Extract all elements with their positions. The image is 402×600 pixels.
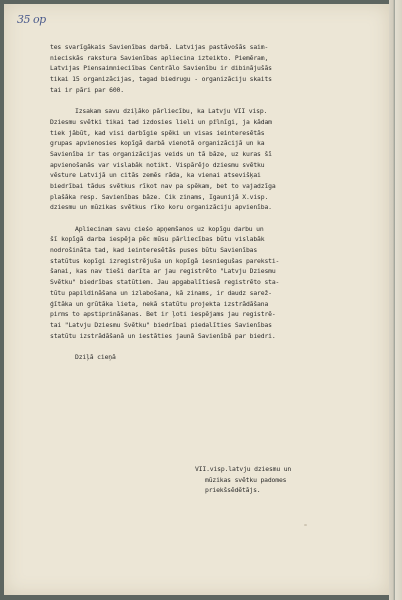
text-line: grupas apvienosies kopīgā darbā vienotā organizācijā un ka [50, 139, 265, 148]
text-line: statūtu izstrādāšanā un iestāties jaunā Savienībā par biedri. [50, 331, 276, 340]
text-line: tiek jābūt, kad visi darbīgie spēki un visas ieinteresētās [50, 128, 265, 137]
text-line: biedrībai tādus svētkus rīkot nav pa spēkam, bet to vajadzīga [50, 181, 276, 190]
paragraph-gap [50, 95, 380, 106]
signature-line: priekšsēdētājs. [205, 486, 261, 495]
text-line: Izsakam savu dziļāko pārliecību, ka Latvju VII visp. [75, 107, 268, 116]
paragraph-gap [50, 341, 380, 352]
text-line: tes svarīgākais Savienības darbā. Latvijas pastāvošās saim- [50, 43, 269, 51]
signature-line: VII.visp.latvju dziesmu un [195, 465, 292, 473]
text-line: tūtu papildināšana un izlabošana, kā zinams, ir daudz sarež- [50, 288, 272, 297]
text-line: dziesmu un mūzikas svētkus rīko koru organizāciju apvienība. [50, 203, 272, 212]
text-line: Svētku" biedrības statūtiem. Jau apgabalītiesā registrēto sta- [50, 278, 280, 287]
signature-line: mūzikas svētku padomes [205, 475, 287, 484]
paragraph-gap [50, 213, 380, 224]
text-line: šanai, kas nav tieši darīta ar jau registrēto "Latvju Dziesmu [50, 267, 276, 276]
text-line: plašāka resp. Savienības bāze. Cik zinams, Igaunijā X.visp. [50, 192, 269, 201]
text-line: ģītāka un grūtāka lieta, nekā statūtu projekta izstrādāšana [50, 299, 269, 308]
text-line: statūtus kopīgi izregistrējuša un kopīgā iesniegušas pareksti- [50, 256, 280, 265]
paper-speck [304, 524, 307, 526]
folio-number: 35 op [17, 13, 46, 26]
binder-strip [389, 0, 402, 600]
text-line: vēsture Latvijā un citās zemēs rāda, ka vienai atsevišķai [50, 171, 261, 180]
text-line: nieciskās rakstura Savienības apliecina izteikto. Piemēram, [50, 53, 269, 62]
text-line: tai "Latvju Dziesmu Svētku" biedrībai piedalīties Savienības [50, 320, 272, 329]
text-line: nodrošināta tad, kad ieinteresētās puses būtu Savienības [50, 246, 258, 255]
text-line: tai ir pāri par 600. [50, 85, 124, 94]
signature-block [195, 464, 291, 496]
text-line: apvienošanās var vislabāk notikt. Vispārējo dziesmu svētku [50, 160, 265, 169]
text-line: tikai 15 organizācijas, tagad biedrugu - organizāciju skaits [50, 75, 272, 84]
text-line: šī kopīgā darba iespēja pēc mūsu pārliecības būtu vislabāk [50, 235, 265, 244]
text-line: Dziesmu svētki tikai tad izdosies lieli un pilnīgi, ja kādam [50, 117, 272, 126]
text-line: pirms to apstiprināšanas. Bet ir ļoti iespējams jau registrē- [50, 310, 276, 319]
closing-salutation: Dziļā cieņā [75, 352, 116, 361]
text-line: Latvijas Piensaimnieciības Centrālo Savienību ir dibinājušās [50, 64, 272, 73]
letter-body [50, 42, 380, 363]
text-line: Apliecinam savu cieśo apņemšanos uz kopīgu darbu un [75, 224, 264, 233]
text-line: Savienība ir tas organizācijas veids un tā bāze, uz kuras šī [50, 149, 272, 158]
